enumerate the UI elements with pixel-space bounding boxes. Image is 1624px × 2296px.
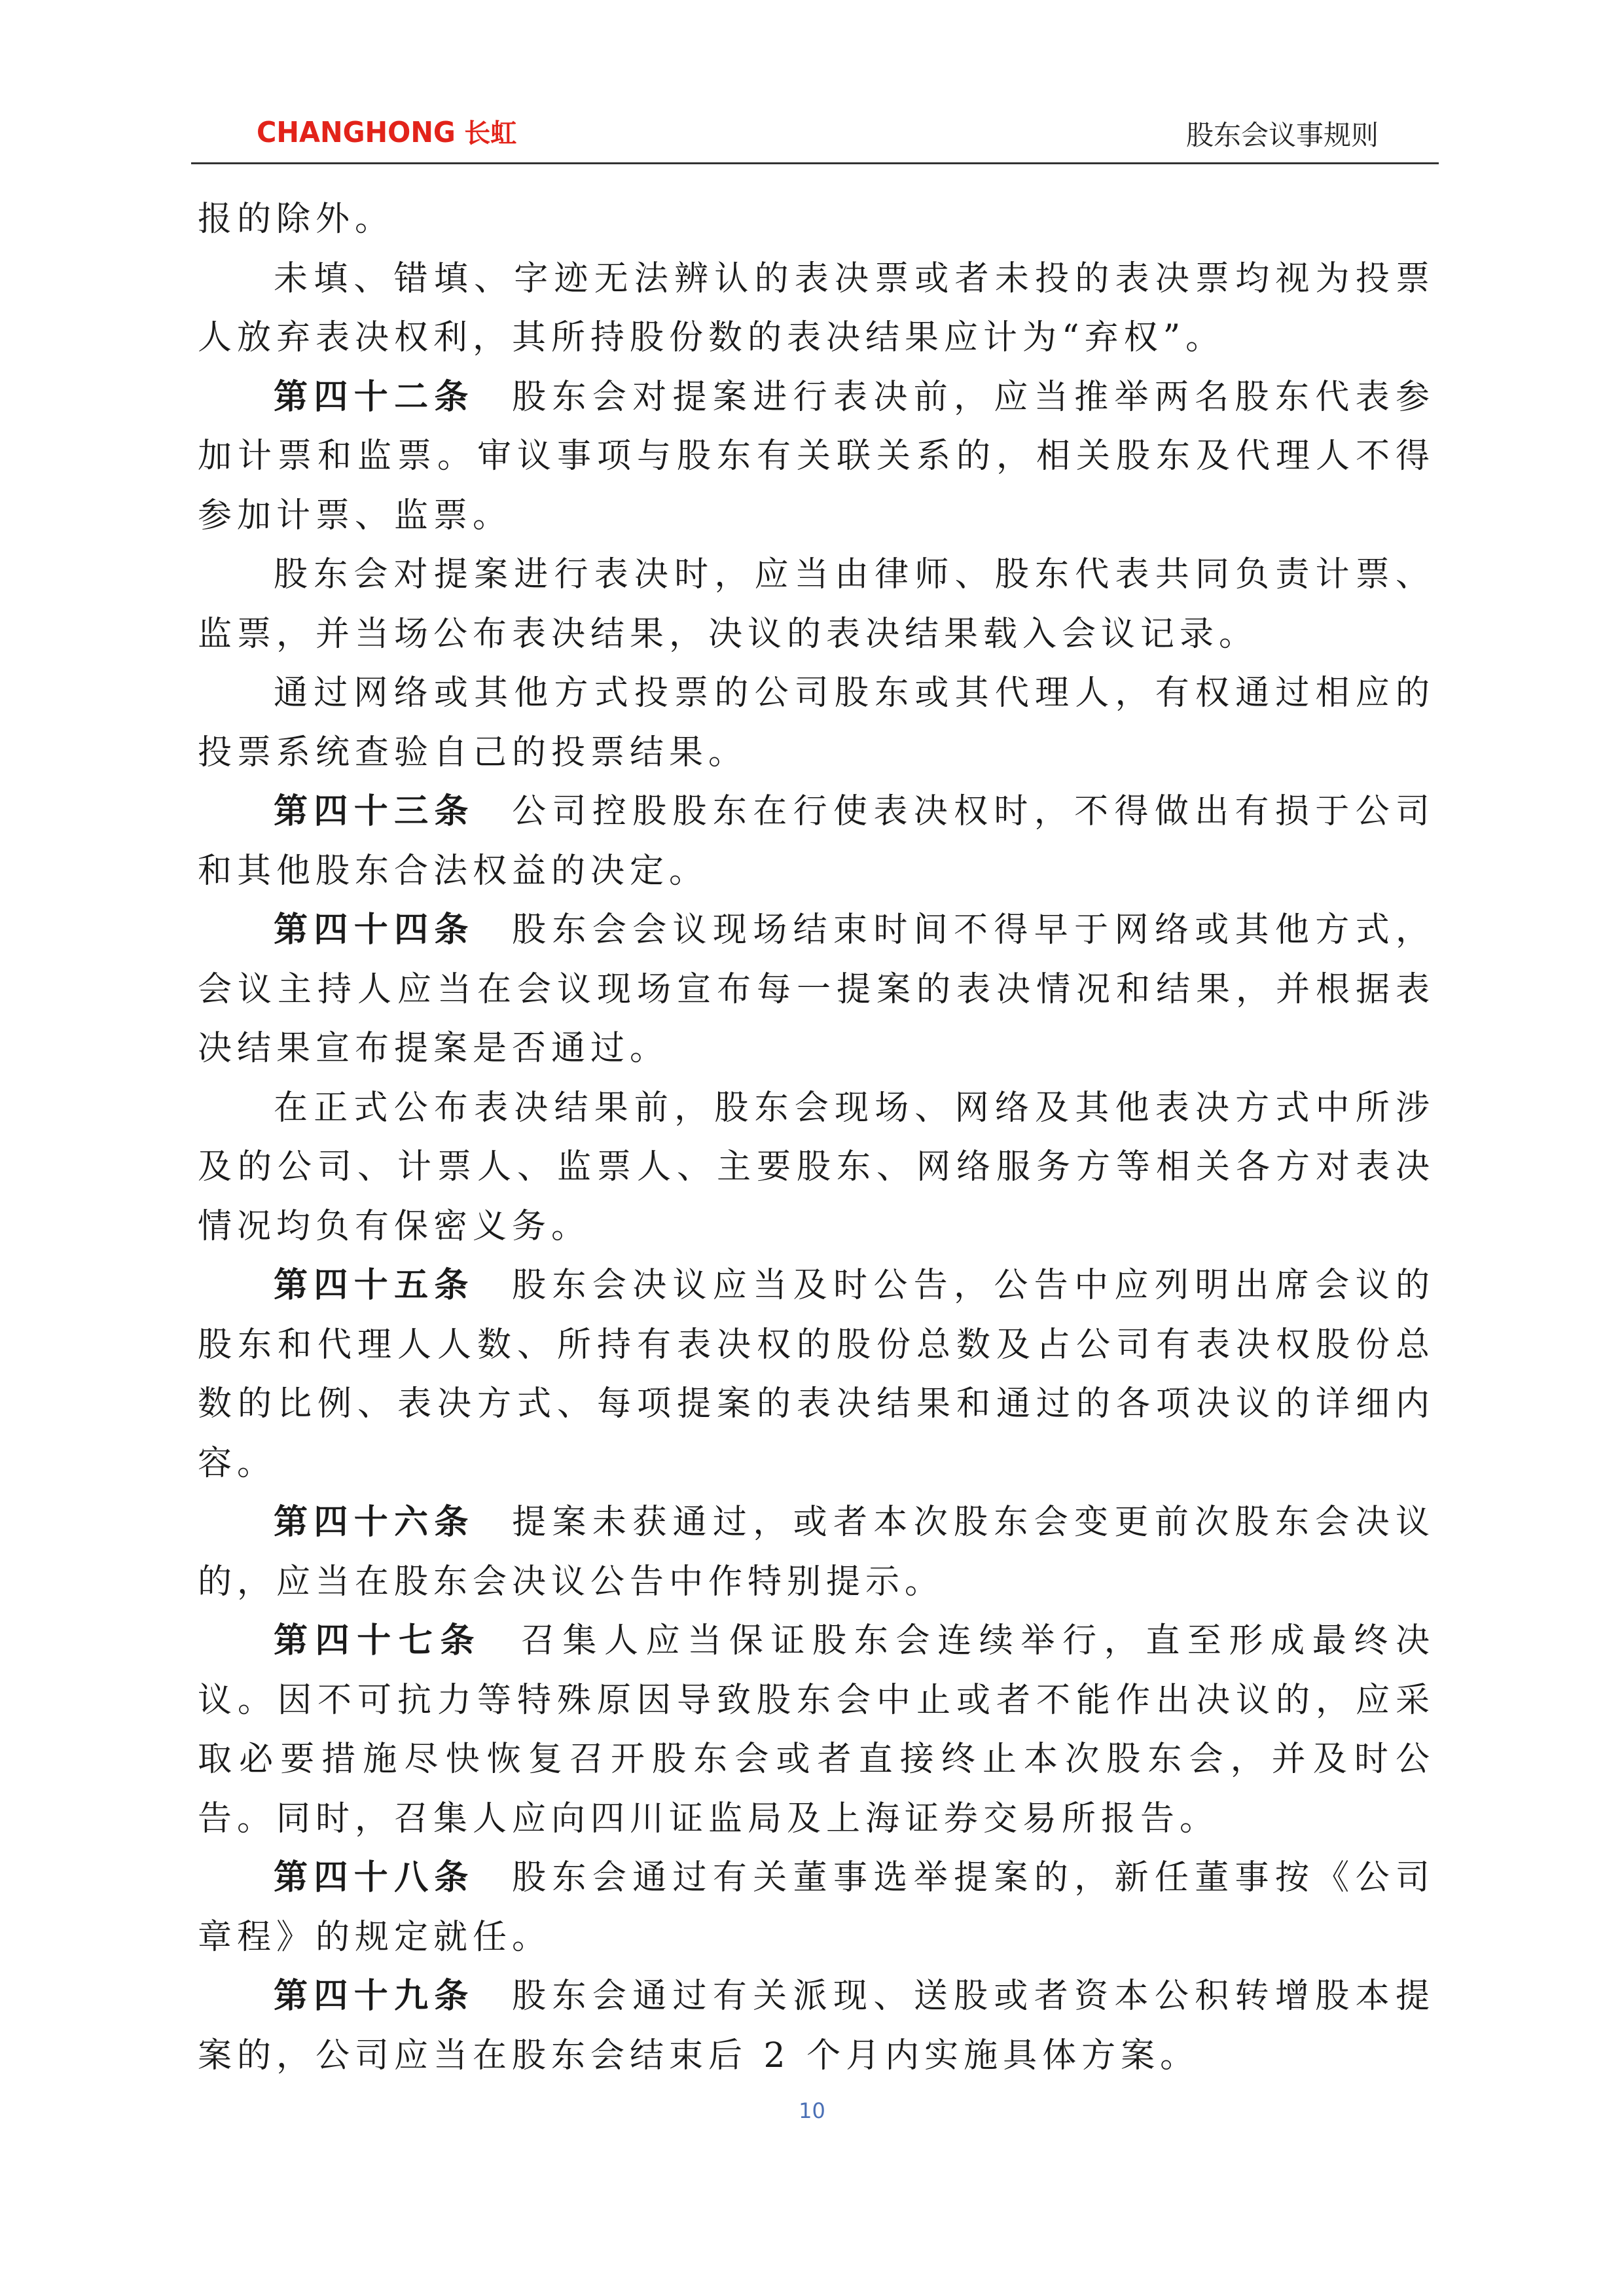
page-number: 10: [799, 2098, 825, 2123]
logo-text-en: CHANGHONG: [257, 116, 456, 149]
document-body: [198, 190, 1435, 2085]
article-paragraph: [198, 901, 1435, 1079]
article-heading: 第四十二条: [274, 377, 475, 417]
paragraph-text: 股东会通过有关派现、送股或者资本公积转增股本提案的，公司应当在股东会结束后 2 个月内实施具体方案。: [198, 1977, 1435, 2075]
article-paragraph: [198, 1256, 1435, 1493]
paragraph-text: 公司控股股东在行使表决权时，不得做出有损于公司和其他股东合法权益的决定。: [198, 792, 1435, 891]
article-heading: 第四十七条: [274, 1621, 482, 1660]
paragraph-text: 提案未获通过，或者本次股东会变更前次股东会决议的，应当在股东会决议公告中作特别提示。: [198, 1503, 1435, 1602]
paragraph: [198, 249, 1435, 368]
paragraph: [198, 545, 1435, 664]
paragraph-text: 股东会决议应当及时公告，公告中应列明出席会议的股东和代理人人数、所持有表决权的股份总数及占公司有表决权股份总数的比例、表决方式、每项提案的表决结果和通过的各项决议的详细内容。: [198, 1266, 1435, 1483]
paragraph: [198, 1079, 1435, 1257]
article-paragraph: [198, 1611, 1435, 1848]
article-paragraph: [198, 782, 1435, 901]
article-heading: 第四十四条: [274, 910, 475, 950]
logo-text-cn: 长虹: [464, 118, 517, 149]
paragraph-text: 股东会对提案进行表决前，应当推举两名股东代表参加计票和监票。审议事项与股东有关联关系的，相关股东及代理人不得参加计票、监票。: [198, 377, 1435, 535]
article-heading: 第四十九条: [274, 1977, 475, 2016]
paragraph-text: 股东会会议现场结束时间不得早于网络或其他方式，会议主持人应当在会议现场宣布每一提案的表决情况和结果，并根据表决结果宣布提案是否通过。: [198, 910, 1435, 1068]
paragraph-text: 股东会对提案进行表决时，应当由律师、股东代表共同负责计票、监票，并当场公布表决结果，决议的表决结果载入会议记录。: [198, 555, 1435, 654]
paragraph-text: 在正式公布表决结果前，股东会现场、网络及其他表决方式中所涉及的公司、计票人、监票人、主要股东、网络服务方等相关各方对表决情况均负有保密义务。: [198, 1088, 1435, 1246]
changhong-logo: [257, 115, 516, 151]
article-heading: 第四十五条: [274, 1266, 475, 1305]
article-paragraph: [198, 1967, 1435, 2085]
article-heading: 第四十三条: [274, 792, 475, 831]
page-header: [191, 111, 1439, 165]
article-heading: 第四十六条: [274, 1503, 475, 1542]
article-paragraph: [198, 1493, 1435, 1611]
paragraph-text: 报的除外。: [198, 200, 395, 239]
paragraph: [198, 190, 1435, 249]
paragraph-text: 股东会通过有关董事选举提案的，新任董事按《公司章程》的规定就任。: [198, 1858, 1435, 1957]
article-paragraph: [198, 368, 1435, 546]
article-heading: 第四十八条: [274, 1858, 475, 1897]
paragraph: [198, 664, 1435, 782]
header-title: 股东会议事规则: [1185, 119, 1379, 151]
paragraph-text: 通过网络或其他方式投票的公司股东或其代理人，有权通过相应的投票系统查验自己的投票结果。: [198, 673, 1435, 772]
article-paragraph: [198, 1848, 1435, 1967]
paragraph-text: 未填、错填、字迹无法辨认的表决票或者未投的表决票均视为投票人放弃表决权利，其所持股份数的表决结果应计为“弃权”。: [198, 259, 1435, 357]
paragraph-text: 召集人应当保证股东会连续举行，直至形成最终决议。因不可抗力等特殊原因导致股东会中止或者不能作出决议的，应采取必要措施尽快恢复召开股东会或者直接终止本次股东会，并及时公告。同时，召集人应向四川证监局及上海证券交易所报告。: [198, 1621, 1435, 1839]
header-divider: [191, 162, 1439, 164]
